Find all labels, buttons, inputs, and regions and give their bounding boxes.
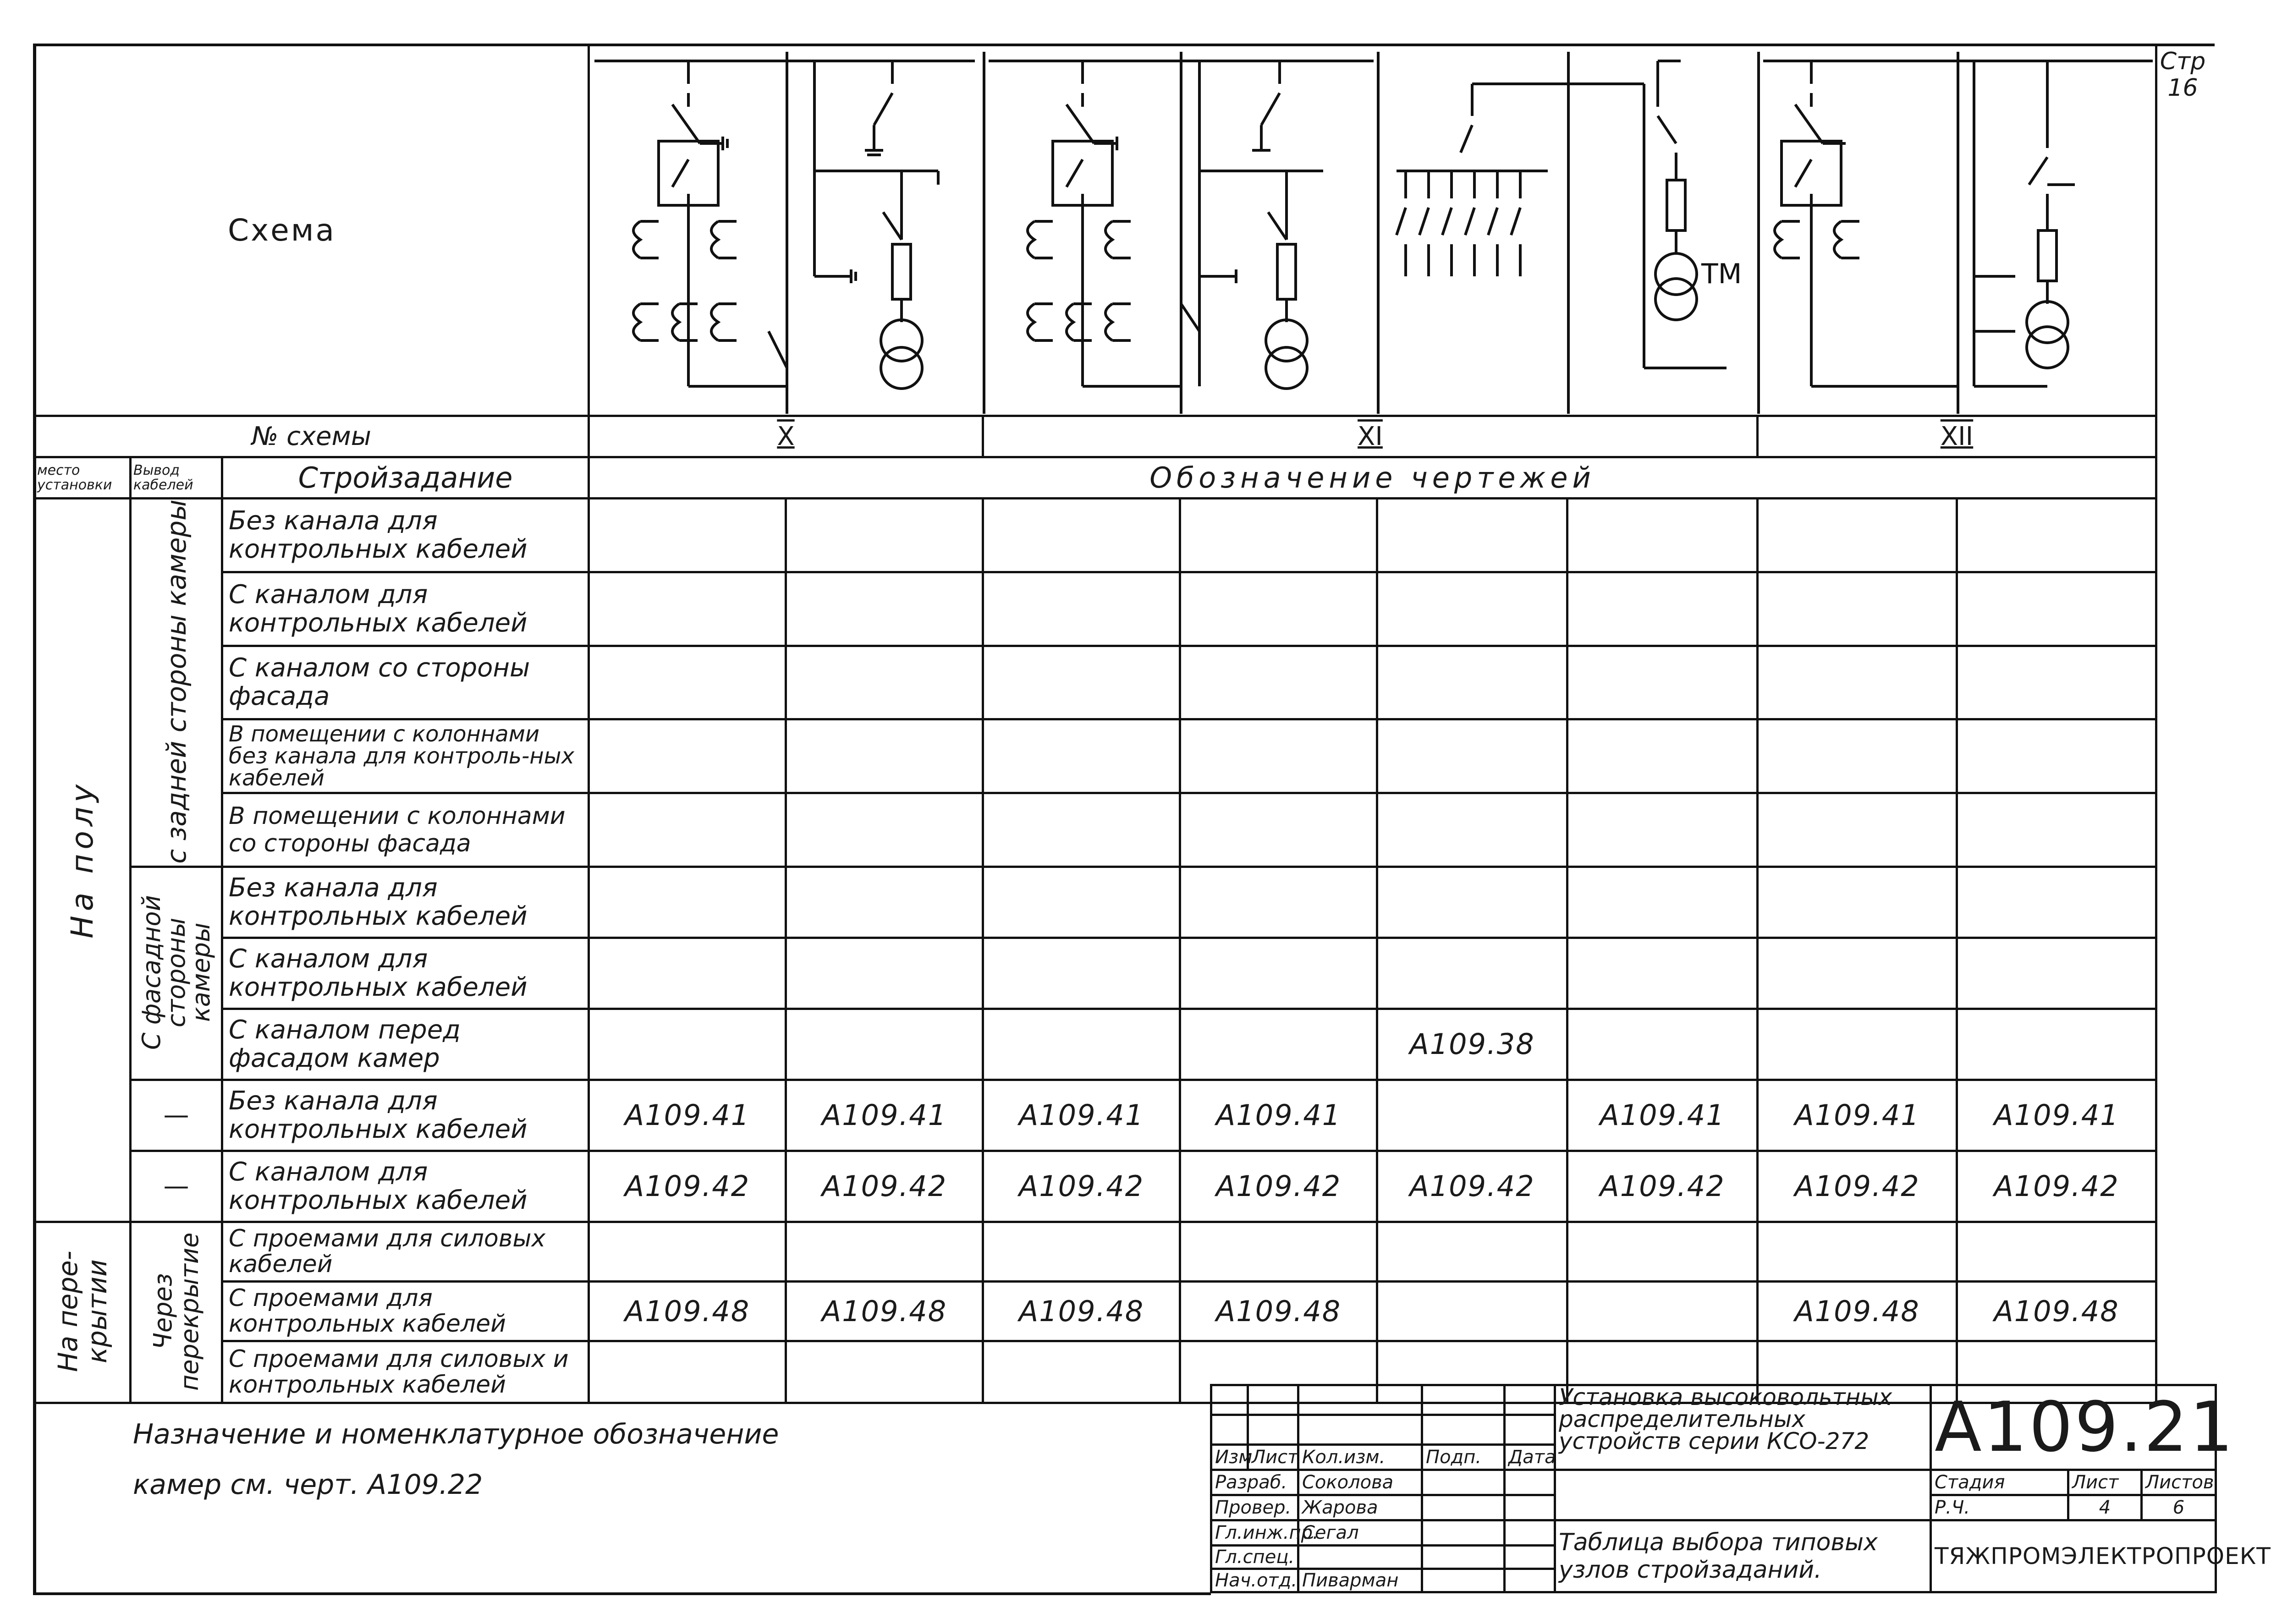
code-r5-c5: [1377, 793, 1567, 867]
scheme-number-xi: XI: [983, 416, 1758, 457]
code-r11-c5: [1377, 1222, 1567, 1281]
code-r3-c8: [1957, 646, 2156, 719]
note-line-1: Назначение и номенклатурное обозначение: [133, 1418, 779, 1450]
code-r2-c4: [1180, 572, 1377, 646]
page-number: [2156, 48, 2209, 101]
sheet-header: Лист: [2068, 1470, 2142, 1495]
scheme-drawings: [589, 45, 2156, 416]
cable-front: [131, 867, 222, 1080]
col-izm: Изм: [1211, 1445, 1248, 1470]
document-code: А109.21: [1931, 1385, 2216, 1470]
code-r9-c4: А109.41: [1180, 1080, 1377, 1151]
code-r11-c8: [1957, 1222, 2156, 1281]
date-3: [1505, 1520, 1555, 1546]
cable-header: Вывод кабелей: [131, 457, 222, 499]
code-r11-c1: [589, 1222, 786, 1281]
project-title: Установка высоковольтных распределительных устройств серии КСО-272: [1555, 1385, 1931, 1470]
scheme-number-x: X: [589, 416, 983, 457]
code-r4-c8: [1957, 719, 2156, 793]
code-r9-c5: [1377, 1080, 1567, 1151]
cable-row-9: —: [131, 1080, 222, 1151]
task-row-7: С каналом для контрольных кабелей: [222, 938, 589, 1009]
note-line-2: камер см. черт. А109.22: [133, 1469, 483, 1501]
code-r4-c1: [589, 719, 786, 793]
code-r12-c2: А109.48: [786, 1281, 983, 1341]
sheet-title: Таблица выбора типовых узлов стройзаданий.: [1555, 1520, 1931, 1592]
task-row-10: С каналом для контрольных кабелей: [222, 1151, 589, 1222]
code-r12-c4: А109.48: [1180, 1281, 1377, 1341]
code-r9-c8: А109.41: [1957, 1080, 2156, 1151]
code-r4-c2: [786, 719, 983, 793]
code-r1-c6: [1567, 499, 1758, 572]
date-2: [1505, 1495, 1555, 1520]
task-row-4: В помещении с колоннами без канала для контроль-ных кабелей: [222, 719, 589, 793]
role-5: Нач.отд.: [1211, 1569, 1298, 1592]
task-row-5: В помещении с колоннами со стороны фасада: [222, 793, 589, 867]
code-r6-c1: [589, 867, 786, 938]
code-r12-c3: А109.48: [983, 1281, 1180, 1341]
code-r2-c6: [1567, 572, 1758, 646]
code-r3-c2: [786, 646, 983, 719]
scheme-label: Схема: [34, 45, 589, 416]
cable-rear: [131, 499, 222, 867]
code-r10-c2: А109.42: [786, 1151, 983, 1222]
code-r11-c3: [983, 1222, 1180, 1281]
date-5: [1505, 1569, 1555, 1592]
role-4: Гл.спец.: [1211, 1546, 1298, 1569]
code-r9-c1: А109.41: [589, 1080, 786, 1151]
scheme-number-label: № схемы: [34, 416, 589, 457]
cable-rear-label: с задней стороны камеры: [160, 499, 192, 864]
code-r9-c3: А109.41: [983, 1080, 1180, 1151]
code-r6-c6: [1567, 867, 1758, 938]
stage-header: Стадия: [1931, 1470, 2068, 1495]
code-r6-c8: [1957, 867, 2156, 938]
code-r5-c8: [1957, 793, 2156, 867]
code-r7-c1: [589, 938, 786, 1009]
code-r7-c8: [1957, 938, 2156, 1009]
task-row-2: С каналом для контрольных кабелей: [222, 572, 589, 646]
code-r9-c2: А109.41: [786, 1080, 983, 1151]
place-header: место установки: [34, 457, 131, 499]
code-r1-c7: [1758, 499, 1957, 572]
code-r3-c7: [1758, 646, 1957, 719]
code-r11-c7: [1758, 1222, 1957, 1281]
col-podp: Подп.: [1422, 1445, 1505, 1470]
scheme-number-xii: XII: [1758, 416, 2156, 457]
place-overlap: [34, 1222, 131, 1403]
code-r12-c1: А109.48: [589, 1281, 786, 1341]
sign-4: [1422, 1546, 1505, 1569]
code-r12-c7: А109.48: [1758, 1281, 1957, 1341]
name-4: [1298, 1546, 1422, 1569]
code-r4-c6: [1567, 719, 1758, 793]
code-r2-c7: [1758, 572, 1957, 646]
code-r13-c1: [589, 1341, 786, 1403]
code-r5-c3: [983, 793, 1180, 867]
code-r10-c6: А109.42: [1567, 1151, 1758, 1222]
code-r13-c2: [786, 1341, 983, 1403]
code-r8-c7: [1758, 1009, 1957, 1080]
code-r1-c3: [983, 499, 1180, 572]
code-r8-c2: [786, 1009, 983, 1080]
place-overlap-label: На пере-крытии: [52, 1251, 113, 1372]
name-1: Соколова: [1298, 1470, 1422, 1495]
task-row-11: С проемами для силовых кабелей: [222, 1222, 589, 1281]
code-r4-c5: [1377, 719, 1567, 793]
organization: ТЯЖПРОМЭЛЕКТРОПРОЕКТ: [1931, 1520, 2216, 1592]
cable-row-10: —: [131, 1151, 222, 1222]
code-r11-c4: [1180, 1222, 1377, 1281]
date-1: [1505, 1470, 1555, 1495]
code-r5-c2: [786, 793, 983, 867]
code-r2-c8: [1957, 572, 2156, 646]
code-r6-c3: [983, 867, 1180, 938]
bottom-frame-line: [33, 1592, 1211, 1595]
code-r3-c3: [983, 646, 1180, 719]
place-floor-label: На полу: [65, 779, 100, 938]
code-r7-c7: [1758, 938, 1957, 1009]
drawings-header: Обозначение чертежей: [589, 457, 2156, 499]
code-r1-c2: [786, 499, 983, 572]
task-row-8: С каналом перед фасадом камер: [222, 1009, 589, 1080]
sign-5: [1422, 1569, 1505, 1592]
code-r10-c3: А109.42: [983, 1151, 1180, 1222]
code-r3-c1: [589, 646, 786, 719]
role-3: Гл.инж.пр.: [1211, 1520, 1298, 1546]
role-2: Провер.: [1211, 1495, 1298, 1520]
sign-3: [1422, 1520, 1505, 1546]
code-r10-c5: А109.42: [1377, 1151, 1567, 1222]
task-row-13: С проемами для силовых и контрольных кабелей: [222, 1341, 589, 1403]
code-r2-c3: [983, 572, 1180, 646]
code-r7-c6: [1567, 938, 1758, 1009]
sheets-value: 6: [2142, 1495, 2216, 1520]
code-r8-c4: [1180, 1009, 1377, 1080]
code-r8-c1: [589, 1009, 786, 1080]
code-r4-c4: [1180, 719, 1377, 793]
code-r7-c2: [786, 938, 983, 1009]
task-row-12: С проемами для контрольных кабелей: [222, 1281, 589, 1341]
code-r12-c6: [1567, 1281, 1758, 1341]
code-r3-c4: [1180, 646, 1377, 719]
code-r1-c5: [1377, 499, 1567, 572]
cable-through-label: Через перекрытие: [148, 1232, 204, 1391]
role-1: Разраб.: [1211, 1470, 1298, 1495]
code-r7-c3: [983, 938, 1180, 1009]
code-r6-c4: [1180, 867, 1377, 938]
code-r10-c1: А109.42: [589, 1151, 786, 1222]
sheet-value: 4: [2068, 1495, 2142, 1520]
task-row-9: Без канала для контрольных кабелей: [222, 1080, 589, 1151]
code-r6-c5: [1377, 867, 1567, 938]
code-r6-c2: [786, 867, 983, 938]
code-r4-c3: [983, 719, 1180, 793]
code-r7-c4: [1180, 938, 1377, 1009]
code-r3-c5: [1377, 646, 1567, 719]
cable-front-label: С фасадной стороны камеры: [137, 894, 215, 1050]
stage-value: Р.Ч.: [1931, 1495, 2068, 1520]
code-r1-c4: [1180, 499, 1377, 572]
page-value: 16: [2167, 74, 2198, 102]
title-block: [1210, 1384, 2271, 1591]
code-r1-c8: [1957, 499, 2156, 572]
sign-2: [1422, 1495, 1505, 1520]
code-r12-c5: [1377, 1281, 1567, 1341]
selection-table: [33, 44, 2157, 1404]
code-r10-c8: А109.42: [1957, 1151, 2156, 1222]
code-r5-c4: [1180, 793, 1377, 867]
code-r2-c2: [786, 572, 983, 646]
code-r8-c5: А109.38: [1377, 1009, 1567, 1080]
cable-through: [131, 1222, 222, 1403]
page-label: Стр: [2160, 48, 2206, 75]
sheets-header: Листов: [2142, 1470, 2216, 1495]
code-r12-c8: А109.48: [1957, 1281, 2156, 1341]
code-r4-c7: [1758, 719, 1957, 793]
place-floor: [34, 499, 131, 1222]
code-r8-c3: [983, 1009, 1180, 1080]
code-r3-c6: [1567, 646, 1758, 719]
task-row-3: С каналом со стороны фасада: [222, 646, 589, 719]
col-data: Дата: [1505, 1445, 1555, 1470]
code-r8-c6: [1567, 1009, 1758, 1080]
code-r10-c4: А109.42: [1180, 1151, 1377, 1222]
col-list: Лист: [1248, 1445, 1298, 1470]
code-r5-c1: [589, 793, 786, 867]
date-4: [1505, 1546, 1555, 1569]
code-r13-c3: [983, 1341, 1180, 1403]
code-r10-c7: А109.42: [1758, 1151, 1957, 1222]
task-row-1: Без канала для контрольных кабелей: [222, 499, 589, 572]
code-r2-c5: [1377, 572, 1567, 646]
col-kol-izm: Кол.изм.: [1298, 1445, 1422, 1470]
code-r5-c6: [1567, 793, 1758, 867]
code-r2-c1: [589, 572, 786, 646]
name-2: Жарова: [1298, 1495, 1422, 1520]
code-r6-c7: [1758, 867, 1957, 938]
circuit-diagrams: [590, 47, 2157, 414]
task-header: Стройзадание: [222, 457, 589, 499]
code-r11-c6: [1567, 1222, 1758, 1281]
left-frame-line: [33, 44, 36, 1595]
name-3: Сегал: [1298, 1520, 1422, 1546]
code-r5-c7: [1758, 793, 1957, 867]
right-frame-line: [2155, 44, 2157, 1386]
sign-1: [1422, 1470, 1505, 1495]
code-r8-c8: [1957, 1009, 2156, 1080]
code-r9-c6: А109.41: [1567, 1080, 1758, 1151]
code-r11-c2: [786, 1222, 983, 1281]
name-5: Пиварман: [1298, 1569, 1422, 1592]
code-r1-c1: [589, 499, 786, 572]
code-r7-c5: [1377, 938, 1567, 1009]
code-r9-c7: А109.41: [1758, 1080, 1957, 1151]
task-row-6: Без канала для контрольных кабелей: [222, 867, 589, 938]
transformer-label: ТМ: [1701, 258, 1742, 290]
